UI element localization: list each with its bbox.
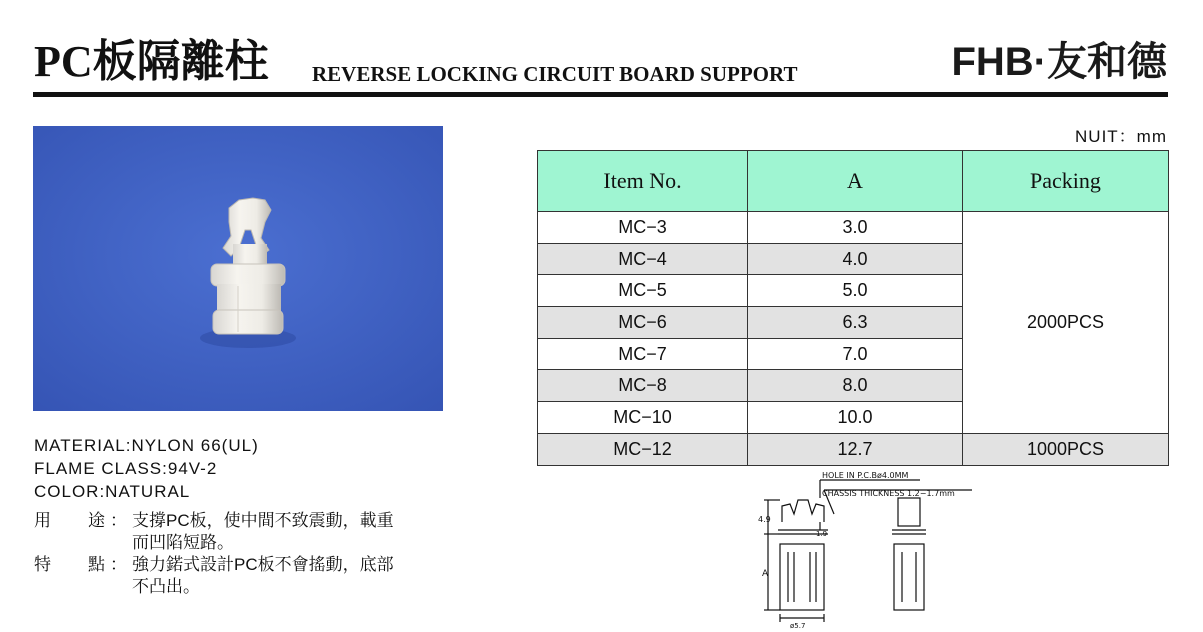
usage-text-line2: 而凹陷短路。	[132, 533, 234, 552]
packing-cell-1000: 1000PCS	[963, 433, 1169, 465]
usage-label-char-2: 途	[88, 511, 105, 530]
flame-class-spec: FLAME CLASS:94V-2	[34, 459, 218, 478]
feature-label-char-2: 點	[88, 555, 105, 574]
a-cell: 3.0	[748, 212, 963, 244]
usage-colon: ：	[110, 511, 127, 530]
material-spec: MATERIAL:NYLON 66(UL)	[34, 436, 259, 455]
a-cell: 6.3	[748, 307, 963, 339]
table-row	[538, 212, 1169, 244]
brand-logo: FHB·友和德	[951, 40, 1167, 84]
table-row	[538, 433, 1169, 465]
table-header-row	[538, 151, 1169, 212]
item-cell: MC−3	[538, 212, 748, 244]
page-title-cn: PC板隔離柱	[34, 37, 269, 86]
item-cell: MC−10	[538, 402, 748, 434]
item-cell: MC−12	[538, 433, 748, 465]
packing-cell-2000: 2000PCS	[963, 212, 1169, 434]
a-cell: 5.0	[748, 275, 963, 307]
technical-drawing	[750, 468, 990, 632]
header-rule	[33, 92, 1168, 97]
dim-base-label: ø5.7	[790, 622, 806, 630]
dim-step-label: 1.9	[816, 530, 828, 538]
usage-label-char-1: 用	[34, 511, 51, 530]
dim-a-label: A	[762, 569, 769, 579]
feature-label-char-1: 特	[34, 555, 51, 574]
col-header-a: A	[748, 151, 963, 212]
a-cell: 8.0	[748, 370, 963, 402]
a-cell: 12.7	[748, 433, 963, 465]
spec-list	[34, 434, 259, 503]
spec-table	[537, 150, 1169, 466]
a-cell: 10.0	[748, 402, 963, 434]
feature-text-line2: 不凸出。	[132, 577, 200, 596]
a-cell: 4.0	[748, 243, 963, 275]
a-cell: 7.0	[748, 338, 963, 370]
item-cell: MC−7	[538, 338, 748, 370]
col-header-packing: Packing	[963, 151, 1169, 212]
usage-text-line1: 支撐PC板，使中間不致震動，載重	[132, 511, 394, 530]
product-photo	[33, 126, 443, 411]
feature-text-line1: 強力鍩式設計PC板不會搖動，底部	[132, 555, 394, 574]
item-cell: MC−5	[538, 275, 748, 307]
item-cell: MC−8	[538, 370, 748, 402]
chassis-label: CHASSIS THICKNESS 1.2−1.7mm	[822, 489, 955, 498]
color-spec: COLOR:NATURAL	[34, 482, 191, 501]
hole-label: HOLE IN P.C.Bø4.0MM	[822, 471, 909, 480]
col-header-item: Item No.	[538, 151, 748, 212]
dim-head-label: 4.9	[758, 515, 771, 524]
unit-label: NUIT：mm	[1075, 127, 1167, 146]
item-cell: MC−6	[538, 307, 748, 339]
feature-colon: ：	[110, 555, 127, 574]
item-cell: MC−4	[538, 243, 748, 275]
page-title-en: REVERSE LOCKING CIRCUIT BOARD SUPPORT	[312, 62, 798, 86]
